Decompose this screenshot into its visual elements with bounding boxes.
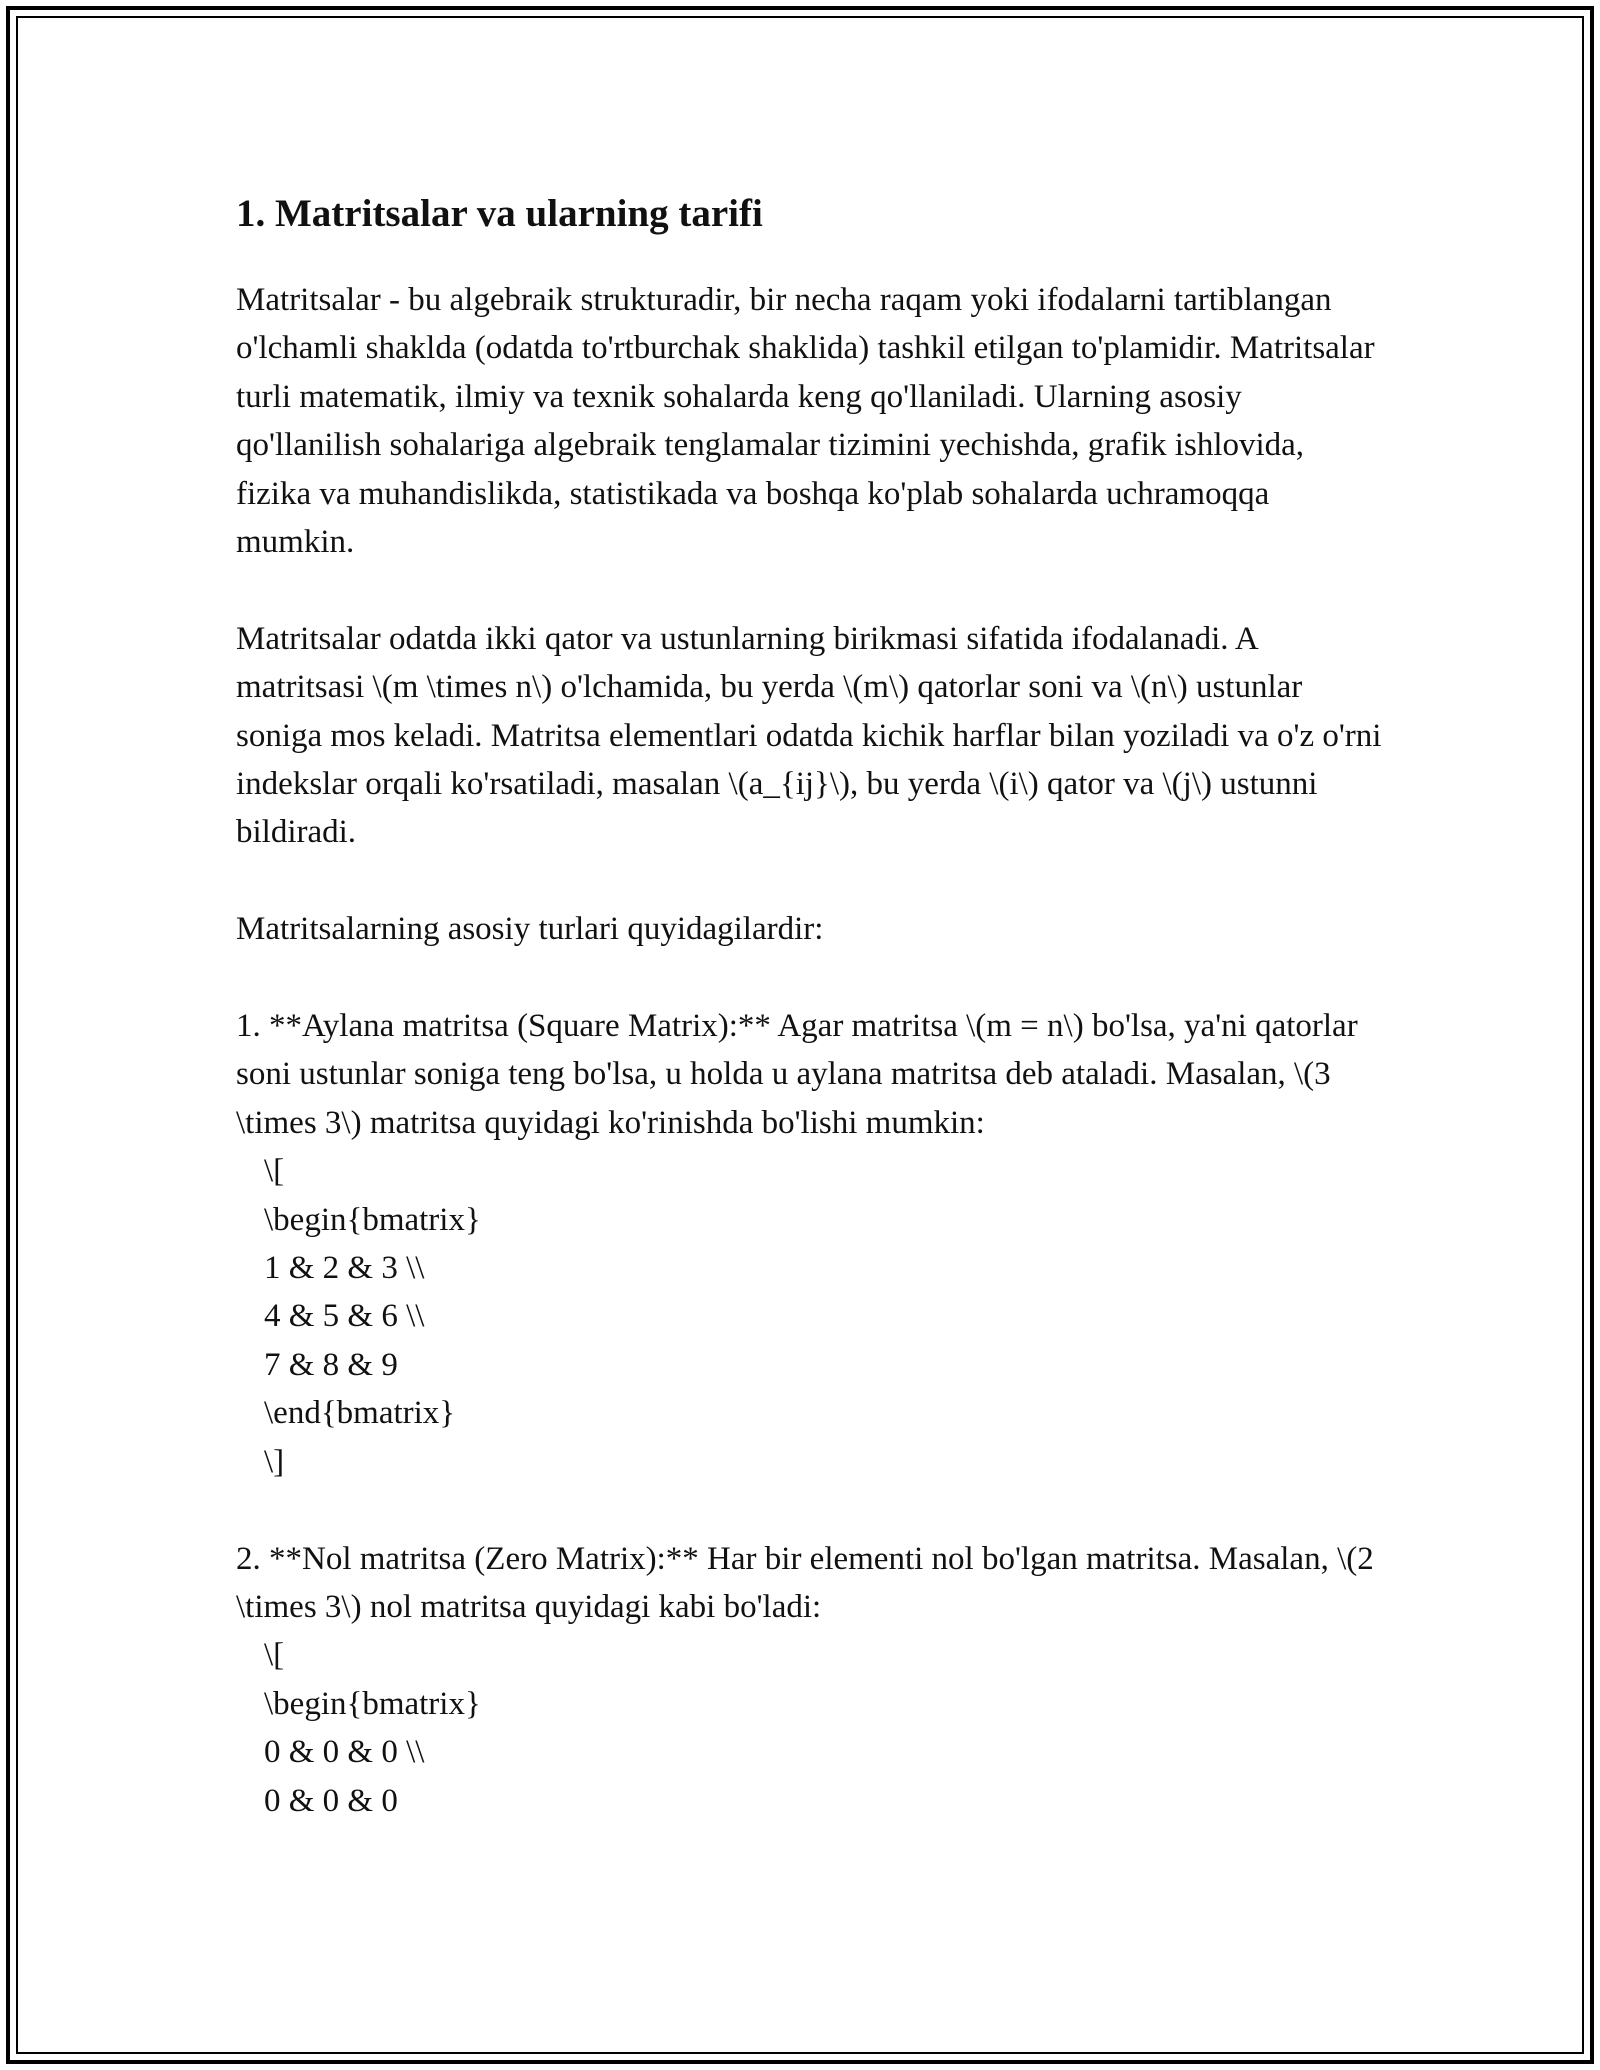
types-intro-paragraph: Matritsalarning asosiy turlari quyidagilardir: <box>236 911 824 948</box>
latex-line: 0 & 0 & 0 <box>264 1782 398 1819</box>
paragraph-gap <box>236 1486 1386 1534</box>
latex-line: 4 & 5 & 6 \\ <box>264 1298 425 1335</box>
paragraph-gap <box>236 857 1386 905</box>
latex-line: \[ <box>264 1153 285 1190</box>
latex-line: \begin{bmatrix} <box>264 1201 481 1238</box>
latex-line: \end{bmatrix} <box>264 1395 456 1432</box>
list-item-square-matrix <box>236 1002 1386 1486</box>
list-item-text: 2. **Nol matritsa (Zero Matrix):** Har bir elementi nol bo'lgan matritsa. Masalan, \(2 \times 3\) nol matritsa quyidagi kabi bo'ladi: <box>236 1540 1374 1625</box>
latex-line: 7 & 8 & 9 <box>264 1346 398 1383</box>
list-item-text: 1. **Aylana matritsa (Square Matrix):** Agar matritsa \(m = n\) bo'lsa, ya'ni qatorlar soni ustunlar soniga teng bo'lsa, u holda u aylana matritsa deb ataladi. Masalan, \(3 \times 3\) matritsa quyidagi ko'rinishda bo'lishi mumkin: <box>236 1008 1358 1141</box>
latex-line: 0 & 0 & 0 \\ <box>264 1734 425 1771</box>
paragraph-gap <box>236 566 1386 614</box>
latex-line: \] <box>264 1443 285 1480</box>
intro-paragraph: Matritsalar - bu algebraik strukturadir, bir necha raqam yoki ifodalarni tartiblangan o'lchamli shaklda (odatda to'rtburchak shaklida) tashkil etilgan to'plamidir. Matritsalar turli matematik, ilmiy va texnik sohalarda keng qo'llaniladi. Ularning asosiy qo'llanilish sohalariga algebraik tenglamalar tizimini yechishda, grafik ishlovida, fizika va muhandislikda, statistikada va boshqa ko'plab sohalarda uchramoqqa mumkin. <box>236 282 1375 561</box>
paragraph-gap <box>236 954 1386 1002</box>
list-item-zero-matrix <box>236 1535 1386 1825</box>
latex-line: \[ <box>264 1637 285 1674</box>
definition-paragraph: Matritsalar odatda ikki qator va ustunlarning birikmasi sifatida ifodalanadi. A matritsasi \(m \times n\) o'lchamida, bu yerda \(m\) qatorlar soni va \(n\) ustunlar soniga mos keladi. Matritsa elementlari odatda kichik harflar bilan yoziladi va o'z o'rni indekslar orqali ko'rsatiladi, masalan \(a_{ij}\), bu yerda \(i\) qator va \(j\) ustunni bildiradi. <box>236 620 1382 851</box>
latex-line: 1 & 2 & 3 \\ <box>264 1250 425 1287</box>
latex-line: \begin{bmatrix} <box>264 1685 481 1722</box>
document-body <box>236 180 1386 1825</box>
section-heading: 1. Matritsalar va ularning tarifi <box>236 192 763 235</box>
